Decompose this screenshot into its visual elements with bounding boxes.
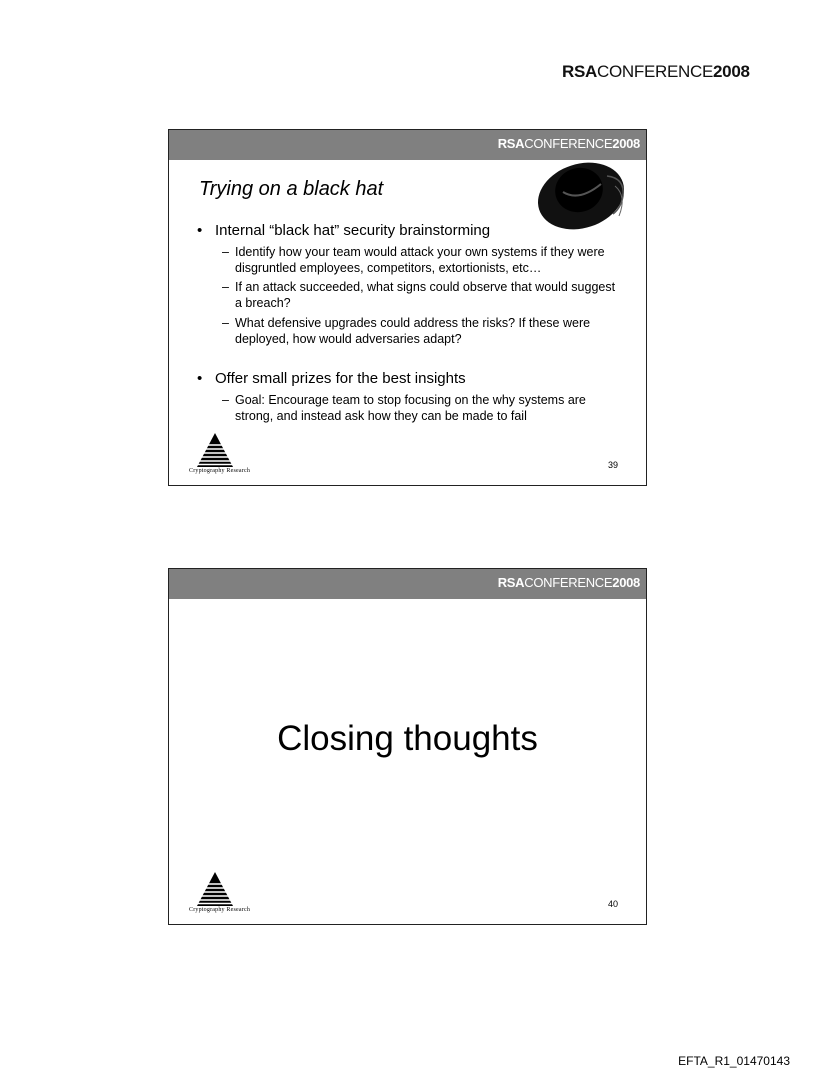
cryptography-research-text: Cryptography Research bbox=[189, 468, 251, 474]
sub-bullet-item: – If an attack succeeded, what signs could observe that would suggest a breach? bbox=[222, 279, 622, 311]
logo-year: 2008 bbox=[612, 575, 640, 590]
rsa-conference-logo bbox=[498, 575, 640, 590]
slide-number: 39 bbox=[607, 460, 618, 470]
logo-rsa: RSA bbox=[562, 62, 597, 81]
bullet-item: • Offer small prizes for the best insights bbox=[197, 370, 466, 387]
sub-bullet-item: – Identify how your team would attack your own systems if they were disgruntled employees, competitors, extortionists, etc… bbox=[222, 244, 622, 276]
sub-bullet-item: – Goal: Encourage team to stop focusing on the why systems are strong, and instead ask how they can be made to fail bbox=[222, 392, 622, 424]
cryptography-research-logo bbox=[189, 872, 249, 913]
bullet-text: Offer small prizes for the best insights bbox=[215, 370, 466, 387]
logo-year: 2008 bbox=[612, 136, 640, 151]
logo-rsa: RSA bbox=[497, 575, 525, 590]
black-hat-icon bbox=[535, 156, 631, 237]
bullet-text: Internal “black hat” security brainstorming bbox=[215, 222, 491, 239]
sub-bullet-text: Goal: Encourage team to stop focusing on the why systems are strong, and instead ask how they can be made to fail bbox=[235, 393, 586, 423]
sub-bullet-text: What defensive upgrades could address the risks? If these were deployed, how would adversaries adapt? bbox=[235, 316, 591, 346]
bullet-item: • Internal “black hat” security brainstorming bbox=[197, 222, 491, 239]
slide-39 bbox=[168, 129, 647, 486]
logo-year: 2008 bbox=[713, 62, 750, 81]
sub-bullet-item: – What defensive upgrades could address the risks? If these were deployed, how would adversaries adapt? bbox=[222, 315, 622, 347]
sub-bullet-text: Identify how your team would attack your own systems if they were disgruntled employees, competitors, extortionists, etc… bbox=[235, 245, 605, 275]
slide-title: Trying on a black hat bbox=[199, 178, 384, 200]
rsa-conference-logo bbox=[562, 62, 750, 82]
closing-title: Closing thoughts bbox=[277, 719, 538, 758]
rsa-conference-logo bbox=[498, 136, 640, 151]
slide-number: 40 bbox=[607, 899, 618, 909]
logo-conference: CONFERENCE bbox=[524, 575, 613, 590]
cryptography-research-text: Cryptography Research bbox=[189, 907, 251, 913]
cryptography-research-logo bbox=[189, 433, 249, 474]
slide-40 bbox=[168, 568, 647, 925]
logo-conference: CONFERENCE bbox=[524, 136, 613, 151]
logo-rsa: RSA bbox=[497, 136, 525, 151]
sub-bullet-text: If an attack succeeded, what signs could observe that would suggest a breach? bbox=[235, 280, 616, 310]
document-id: EFTA_R1_01470143 bbox=[678, 1054, 790, 1068]
slide-header bbox=[169, 569, 646, 599]
logo-conference: CONFERENCE bbox=[597, 62, 714, 81]
